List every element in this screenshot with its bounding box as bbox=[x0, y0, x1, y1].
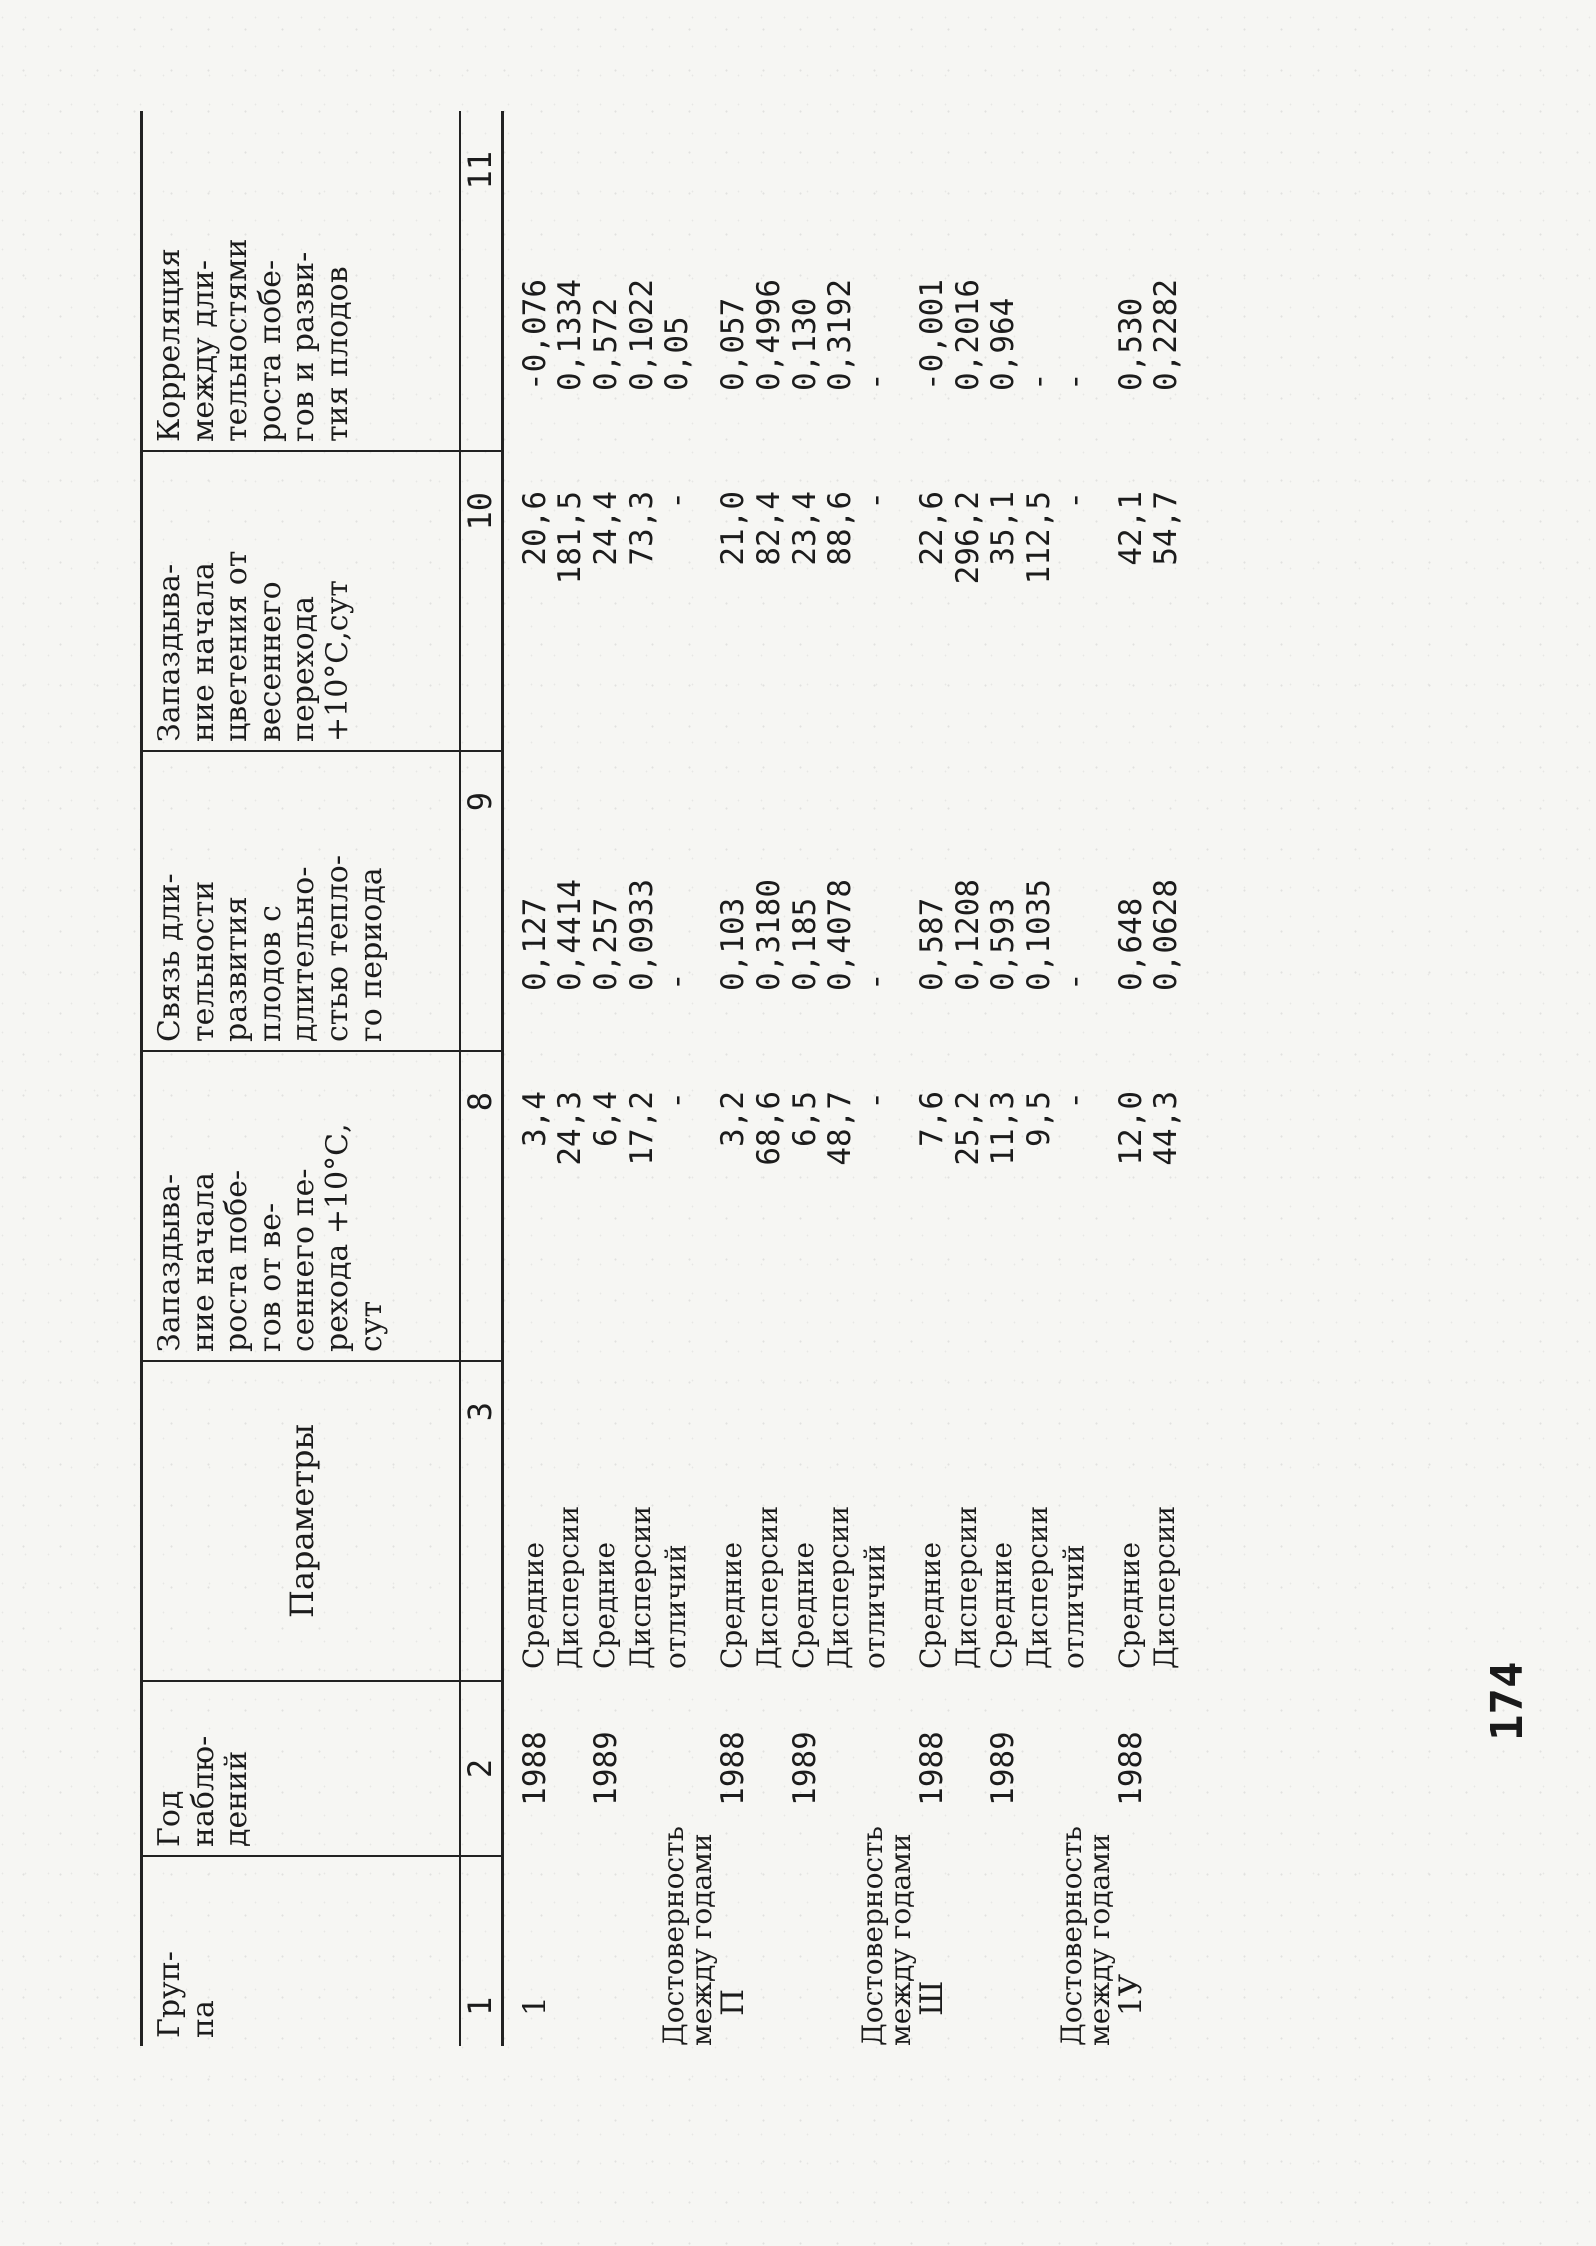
year-cell bbox=[951, 1681, 987, 1856]
year-cell: 1988 bbox=[715, 1731, 752, 1806]
column-number: 3 bbox=[460, 1361, 502, 1681]
value-cell: 0,3192 bbox=[822, 279, 859, 391]
parameter-cell: отличий bbox=[1056, 1544, 1090, 1669]
significance-label-line1: Достоверность bbox=[855, 1826, 889, 2046]
significance-label-line1: Достоверность bbox=[657, 1826, 691, 2046]
table-row bbox=[951, 111, 987, 2046]
value-cell: 48,7 bbox=[822, 1091, 859, 1166]
group-cell bbox=[553, 1856, 589, 2046]
year-cell bbox=[1022, 1681, 1058, 1856]
value-cell: 25,2 bbox=[949, 1091, 986, 1166]
value-cell: 23,4 bbox=[786, 491, 823, 566]
year-cell bbox=[823, 1681, 859, 1856]
value-cell: 0,587 bbox=[913, 897, 950, 991]
value-cell: 0,2282 bbox=[1148, 279, 1185, 391]
value-cell: 112,5 bbox=[1020, 491, 1057, 585]
year-cell bbox=[553, 1681, 589, 1856]
parameter-cell: Средние bbox=[1112, 1541, 1146, 1669]
value-cell: 0,2016 bbox=[949, 279, 986, 391]
value-cell: 0,130 bbox=[786, 297, 823, 391]
data-table bbox=[140, 111, 1185, 2046]
value-cell: 35,1 bbox=[985, 491, 1022, 566]
value-cell: 0,05 bbox=[659, 316, 696, 391]
group-cell bbox=[589, 1856, 625, 2046]
group-cell bbox=[951, 1856, 987, 2046]
value-cell: - bbox=[1056, 1091, 1093, 1110]
significance-row bbox=[1058, 111, 1114, 2046]
parameter-cell: Средние bbox=[786, 1541, 820, 1669]
table-row bbox=[986, 111, 1022, 2046]
table-body bbox=[502, 111, 1184, 2046]
value-cell: -0,076 bbox=[516, 279, 553, 391]
table-row bbox=[823, 111, 859, 2046]
parameter-cell: Дисперсии bbox=[1148, 1505, 1182, 1669]
significance-label bbox=[1054, 1681, 1116, 2046]
value-cell: - bbox=[1056, 372, 1093, 391]
value-cell: 0,057 bbox=[715, 297, 752, 391]
group-cell: 1У bbox=[1112, 1973, 1149, 2016]
value-cell: 0,1035 bbox=[1020, 879, 1057, 991]
value-cell: 82,4 bbox=[751, 491, 788, 566]
value-cell: 0,1334 bbox=[552, 279, 589, 391]
table-row bbox=[553, 111, 589, 2046]
parameter-cell: Дисперсии bbox=[1020, 1505, 1054, 1669]
value-cell: - bbox=[659, 972, 696, 991]
value-cell: - bbox=[1020, 372, 1057, 391]
table-row bbox=[788, 111, 824, 2046]
table-row bbox=[1022, 111, 1058, 2046]
significance-row bbox=[660, 111, 716, 2046]
value-cell: 0,257 bbox=[588, 897, 625, 991]
parameter-cell: Дисперсии bbox=[751, 1505, 785, 1669]
parameter-cell: отличий bbox=[659, 1544, 693, 1669]
parameter-cell: Средние bbox=[913, 1541, 947, 1669]
header-row bbox=[142, 111, 461, 2046]
value-cell: 11,3 bbox=[985, 1091, 1022, 1166]
group-cell: Ш bbox=[913, 1980, 950, 2016]
value-cell: - bbox=[1056, 972, 1093, 991]
value-cell: 0,127 bbox=[516, 897, 553, 991]
value-cell: 0,1208 bbox=[949, 879, 986, 991]
group-cell bbox=[986, 1856, 1022, 2046]
value-cell: 88,6 bbox=[822, 491, 859, 566]
group-cell bbox=[625, 1856, 661, 2046]
value-cell: 54,7 bbox=[1148, 491, 1185, 566]
parameter-cell: Дисперсии bbox=[623, 1505, 657, 1669]
group-cell bbox=[823, 1856, 859, 2046]
value-cell: 21,0 bbox=[715, 491, 752, 566]
column-number: 9 bbox=[460, 751, 502, 1051]
year-cell: 1988 bbox=[913, 1731, 950, 1806]
value-cell: - bbox=[659, 491, 696, 510]
group-cell bbox=[788, 1856, 824, 2046]
header-parameters: Параметры bbox=[142, 1361, 461, 1681]
parameter-cell: Средние bbox=[588, 1541, 622, 1669]
value-cell: 0,3180 bbox=[751, 879, 788, 991]
significance-label bbox=[855, 1681, 917, 2046]
significance-label-line1: Достоверность bbox=[1054, 1826, 1088, 2046]
table-row bbox=[625, 111, 661, 2046]
year-cell: 1988 bbox=[1112, 1731, 1149, 1806]
table-row bbox=[716, 111, 752, 2046]
year-cell: 1989 bbox=[786, 1731, 823, 1806]
table-row bbox=[915, 111, 951, 2046]
column-number: 11 bbox=[460, 111, 502, 451]
column-number: 10 bbox=[460, 451, 502, 751]
group-cell bbox=[1149, 1856, 1185, 2046]
header-flowering-delay: Запаздыва- ние начала цветения от весеннего перехода +10°С,сут bbox=[142, 451, 461, 751]
value-cell: 0,572 bbox=[588, 297, 625, 391]
value-cell: 3,2 bbox=[715, 1091, 752, 1147]
significance-row bbox=[859, 111, 915, 2046]
year-cell bbox=[625, 1681, 661, 1856]
value-cell: -0,001 bbox=[913, 279, 950, 391]
value-cell: - bbox=[659, 1091, 696, 1110]
parameter-cell: Дисперсии bbox=[552, 1505, 586, 1669]
value-cell: - bbox=[857, 1091, 894, 1110]
significance-label-line2: между годами bbox=[685, 1833, 719, 2046]
header-shoot-growth-delay: Запаздыва- ние начала роста побе- гов от ве- сеннего пе- рехода +10°С, сут bbox=[142, 1051, 461, 1361]
value-cell: - bbox=[857, 491, 894, 510]
value-cell: 17,2 bbox=[623, 1091, 660, 1166]
group-cell: П bbox=[715, 1988, 752, 2016]
parameter-cell: Средние bbox=[985, 1541, 1019, 1669]
column-number: 1 bbox=[460, 1856, 502, 2046]
header-year: Год наблю- дений bbox=[142, 1681, 461, 1856]
column-number: 8 bbox=[460, 1051, 502, 1361]
header-fruit-development-relation: Связь дли- тельности развития плодов с длительно- стью тепло- го периода bbox=[142, 751, 461, 1051]
value-cell: 181,5 bbox=[552, 491, 589, 585]
value-cell: 0,530 bbox=[1112, 297, 1149, 391]
value-cell: 9,5 bbox=[1020, 1091, 1057, 1147]
year-cell bbox=[752, 1681, 788, 1856]
group-cell bbox=[752, 1856, 788, 2046]
value-cell: 0,103 bbox=[715, 897, 752, 991]
value-cell: 6,5 bbox=[786, 1091, 823, 1147]
value-cell: 42,1 bbox=[1112, 491, 1149, 566]
value-cell: 0,1022 bbox=[623, 279, 660, 391]
value-cell: 22,6 bbox=[913, 491, 950, 566]
significance-label-line2: между годами bbox=[1082, 1833, 1116, 2046]
value-cell: 0,4996 bbox=[751, 279, 788, 391]
table-row bbox=[1149, 111, 1185, 2046]
value-cell: - bbox=[857, 972, 894, 991]
value-cell: 0,0628 bbox=[1148, 879, 1185, 991]
significance-label-line2: между годами bbox=[883, 1833, 917, 2046]
value-cell: 24,3 bbox=[552, 1091, 589, 1166]
value-cell: 0,593 bbox=[985, 897, 1022, 991]
year-cell: 1989 bbox=[588, 1731, 625, 1806]
group-cell: 1 bbox=[516, 1996, 553, 2016]
table-row bbox=[752, 111, 788, 2046]
table-row bbox=[502, 111, 553, 2046]
table-row bbox=[589, 111, 625, 2046]
significance-label bbox=[657, 1681, 719, 2046]
page-number: 174 bbox=[1482, 1661, 1533, 1741]
parameter-cell: отличий bbox=[857, 1544, 891, 1669]
value-cell: 0,185 bbox=[786, 897, 823, 991]
value-cell: 3,4 bbox=[516, 1091, 553, 1147]
table-row bbox=[1114, 111, 1150, 2046]
value-cell: - bbox=[857, 372, 894, 391]
parameter-cell: Дисперсии bbox=[822, 1505, 856, 1669]
group-cell bbox=[1022, 1856, 1058, 2046]
value-cell: 73,3 bbox=[623, 491, 660, 566]
parameter-cell: Дисперсии bbox=[949, 1505, 983, 1669]
value-cell: 20,6 bbox=[516, 491, 553, 566]
value-cell: 0,964 bbox=[985, 297, 1022, 391]
value-cell: 7,6 bbox=[913, 1091, 950, 1147]
parameter-cell: Средние bbox=[715, 1541, 749, 1669]
column-number-row bbox=[460, 111, 502, 2046]
header-correlation: Корреляция между дли- тельностями роста побе- гов и разви- тия плодов bbox=[142, 111, 461, 451]
value-cell: 68,6 bbox=[751, 1091, 788, 1166]
value-cell: 6,4 bbox=[588, 1091, 625, 1147]
value-cell: 44,3 bbox=[1148, 1091, 1185, 1166]
value-cell: 24,4 bbox=[588, 491, 625, 566]
value-cell: 12,0 bbox=[1112, 1091, 1149, 1166]
value-cell: 0,4414 bbox=[552, 879, 589, 991]
column-number: 2 bbox=[460, 1681, 502, 1856]
year-cell: 1988 bbox=[516, 1731, 553, 1806]
year-cell: 1989 bbox=[985, 1731, 1022, 1806]
year-cell bbox=[1149, 1681, 1185, 1856]
value-cell: 0,0933 bbox=[623, 879, 660, 991]
value-cell: 296,2 bbox=[949, 491, 986, 585]
value-cell: - bbox=[1056, 491, 1093, 510]
value-cell: 0,4078 bbox=[822, 879, 859, 991]
header-group: Груп- па bbox=[142, 1856, 461, 2046]
parameter-cell: Средние bbox=[516, 1541, 550, 1669]
value-cell: 0,648 bbox=[1112, 897, 1149, 991]
